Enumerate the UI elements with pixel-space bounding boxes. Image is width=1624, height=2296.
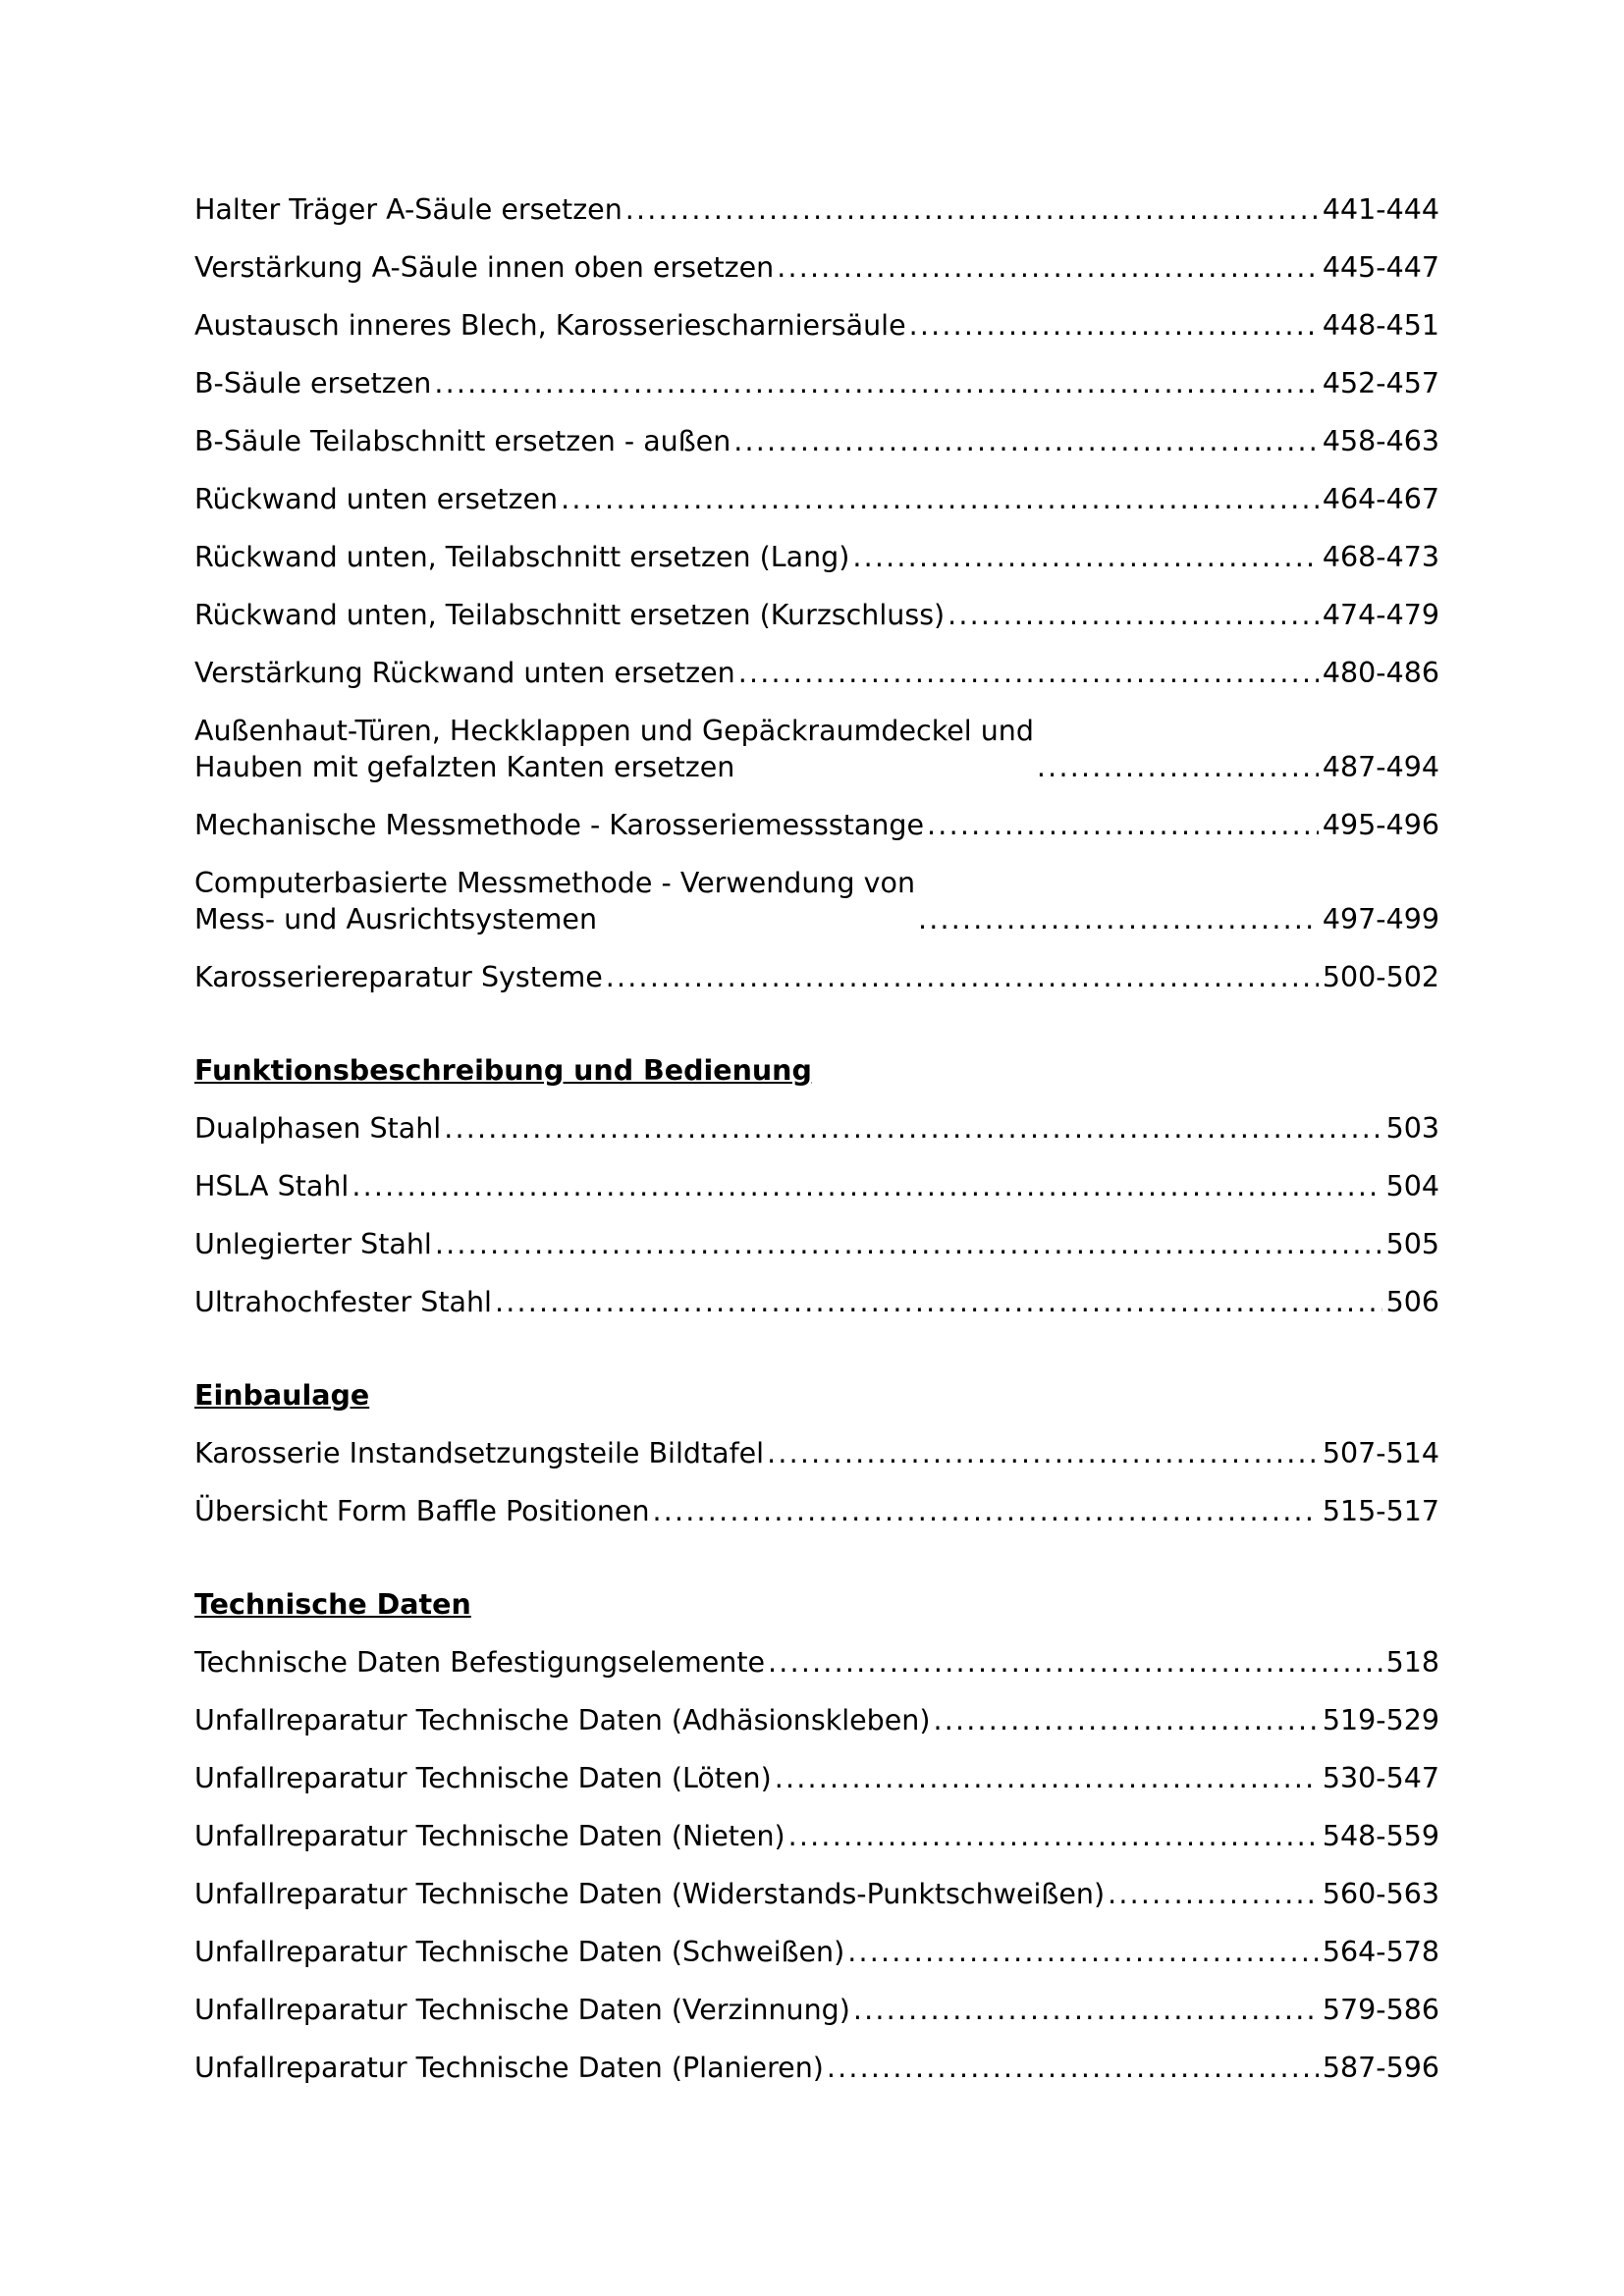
toc-entry[interactable] bbox=[194, 865, 1439, 937]
toc-entry-pages: 560-563 bbox=[1322, 1878, 1439, 1910]
toc-entry-pages: 500-502 bbox=[1322, 961, 1439, 993]
toc-entry[interactable] bbox=[194, 365, 1439, 401]
toc-entry-pages: 480-486 bbox=[1322, 657, 1439, 689]
toc-entry-pages: 530-547 bbox=[1322, 1762, 1439, 1794]
toc-entry-title: Unfallreparatur Technische Daten (Adhäsionskleben) bbox=[194, 1704, 931, 1736]
toc-entry-pages: 506 bbox=[1385, 1286, 1439, 1318]
toc-entry-title: Unfallreparatur Technische Daten (Schweißen) bbox=[194, 1936, 845, 1968]
toc-entry[interactable] bbox=[194, 423, 1439, 459]
toc-entry[interactable] bbox=[194, 807, 1439, 843]
dot-leader bbox=[788, 1818, 1319, 1854]
toc-section bbox=[194, 1052, 1439, 1320]
dot-leader bbox=[495, 1284, 1382, 1320]
table-of-contents bbox=[194, 191, 1439, 2108]
toc-entry[interactable] bbox=[194, 1702, 1439, 1738]
toc-entry[interactable] bbox=[194, 713, 1439, 785]
toc-entry[interactable] bbox=[194, 959, 1439, 995]
toc-entry-pages: 564-578 bbox=[1322, 1936, 1439, 1968]
toc-section bbox=[194, 191, 1439, 995]
dot-leader bbox=[738, 655, 1319, 691]
dot-leader bbox=[918, 901, 1319, 937]
toc-entry[interactable] bbox=[194, 191, 1439, 228]
dot-leader bbox=[768, 1644, 1382, 1681]
dot-leader bbox=[777, 249, 1319, 286]
toc-entry-title: Unfallreparatur Technische Daten (Nieten) bbox=[194, 1820, 785, 1852]
dot-leader bbox=[847, 1934, 1319, 1970]
toc-entry-title: B-Säule Teilabschnitt ersetzen - außen bbox=[194, 425, 731, 457]
toc-entry-pages: 464-467 bbox=[1322, 483, 1439, 515]
dot-leader bbox=[625, 191, 1319, 228]
toc-entry-title: Karosseriereparatur Systeme bbox=[194, 961, 603, 993]
toc-entry-title: Unlegierter Stahl bbox=[194, 1228, 432, 1260]
toc-entry-pages: 504 bbox=[1385, 1170, 1439, 1202]
toc-entry-pages: 505 bbox=[1385, 1228, 1439, 1260]
toc-entry-pages: 441-444 bbox=[1322, 193, 1439, 226]
toc-entry-title: Austausch inneres Blech, Karosseriescharniersäule bbox=[194, 309, 906, 342]
toc-entry[interactable] bbox=[194, 1992, 1439, 2028]
toc-entry-title: Verstärkung Rückwand unten ersetzen bbox=[194, 657, 735, 689]
toc-entry[interactable] bbox=[194, 1435, 1439, 1471]
toc-entry[interactable] bbox=[194, 1493, 1439, 1529]
toc-entry-pages: 497-499 bbox=[1322, 903, 1439, 935]
toc-entry[interactable] bbox=[194, 1818, 1439, 1854]
toc-entry-title: Unfallreparatur Technische Daten (Planieren) bbox=[194, 2052, 824, 2084]
toc-entry-title: Rückwand unten, Teilabschnitt ersetzen (Lang) bbox=[194, 541, 850, 573]
toc-entry-title: Technische Daten Befestigungselemente bbox=[194, 1646, 766, 1679]
dot-leader bbox=[561, 481, 1319, 517]
toc-entry-title: Unfallreparatur Technische Daten (Verzinnung) bbox=[194, 1994, 850, 2026]
toc-entry-title: Computerbasierte Messmethode - Verwendung von Mess- und Ausrichtsystemen bbox=[194, 867, 916, 935]
toc-entry-title: Unfallreparatur Technische Daten (Löten) bbox=[194, 1762, 772, 1794]
dot-leader bbox=[827, 2050, 1319, 2086]
dot-leader bbox=[653, 1493, 1319, 1529]
dot-leader bbox=[606, 959, 1319, 995]
toc-entry-title: Unfallreparatur Technische Daten (Widerstands-Punktschweißen) bbox=[194, 1878, 1106, 1910]
toc-entry[interactable] bbox=[194, 1168, 1439, 1204]
dot-leader bbox=[352, 1168, 1381, 1204]
dot-leader bbox=[852, 539, 1319, 575]
dot-leader bbox=[933, 1702, 1318, 1738]
section-heading: Technische Daten bbox=[194, 1588, 471, 1621]
toc-entry-pages: 548-559 bbox=[1322, 1820, 1439, 1852]
toc-entry-title: Außenhaut-Türen, Heckklappen und Gepäckraumdeckel und Hauben mit gefalzten Kanten ersetzen bbox=[194, 715, 1034, 783]
dot-leader bbox=[767, 1435, 1319, 1471]
toc-entry[interactable] bbox=[194, 1110, 1439, 1147]
toc-entry-title: Dualphasen Stahl bbox=[194, 1112, 442, 1145]
toc-entry-title: Verstärkung A-Säule innen oben ersetzen bbox=[194, 251, 775, 284]
dot-leader bbox=[947, 597, 1319, 633]
toc-entry-pages: 448-451 bbox=[1322, 309, 1439, 342]
toc-entry-pages: 468-473 bbox=[1322, 541, 1439, 573]
dot-leader bbox=[909, 307, 1319, 344]
toc-entry[interactable] bbox=[194, 2050, 1439, 2086]
toc-entry-title: B-Säule ersetzen bbox=[194, 367, 432, 400]
toc-entry-title: HSLA Stahl bbox=[194, 1170, 350, 1202]
toc-entry[interactable] bbox=[194, 1226, 1439, 1262]
toc-section bbox=[194, 1586, 1439, 2086]
toc-section bbox=[194, 1377, 1439, 1529]
toc-entry-title: Rückwand unten ersetzen bbox=[194, 483, 559, 515]
toc-entry[interactable] bbox=[194, 597, 1439, 633]
dot-leader bbox=[733, 423, 1319, 459]
toc-entry-title: Halter Träger A-Säule ersetzen bbox=[194, 193, 623, 226]
dot-leader bbox=[853, 1992, 1319, 2028]
toc-entry[interactable] bbox=[194, 1876, 1439, 1912]
toc-entry-pages: 487-494 bbox=[1322, 751, 1439, 783]
toc-entry[interactable] bbox=[194, 249, 1439, 286]
dot-leader bbox=[434, 365, 1319, 401]
toc-entry[interactable] bbox=[194, 1934, 1439, 1970]
toc-entry-pages: 515-517 bbox=[1322, 1495, 1439, 1527]
toc-entry-pages: 474-479 bbox=[1322, 599, 1439, 631]
toc-entry[interactable] bbox=[194, 655, 1439, 691]
toc-entry-pages: 503 bbox=[1385, 1112, 1439, 1145]
toc-entry-title: Übersicht Form Baffle Positionen bbox=[194, 1495, 650, 1527]
toc-entry-pages: 587-596 bbox=[1322, 2052, 1439, 2084]
toc-entry-pages: 518 bbox=[1385, 1646, 1439, 1679]
toc-entry[interactable] bbox=[194, 1644, 1439, 1681]
toc-entry-pages: 445-447 bbox=[1322, 251, 1439, 284]
toc-entry-pages: 458-463 bbox=[1322, 425, 1439, 457]
toc-entry-title: Karosserie Instandsetzungsteile Bildtafel bbox=[194, 1437, 765, 1469]
dot-leader bbox=[1037, 749, 1319, 785]
section-heading: Funktionsbeschreibung und Bedienung bbox=[194, 1054, 812, 1087]
toc-entry[interactable] bbox=[194, 1760, 1439, 1796]
toc-entry-title: Mechanische Messmethode - Karosseriemessstange bbox=[194, 809, 925, 841]
toc-entry[interactable] bbox=[194, 539, 1439, 575]
toc-entry-pages: 452-457 bbox=[1322, 367, 1439, 400]
dot-leader bbox=[1108, 1876, 1319, 1912]
section-heading: Einbaulage bbox=[194, 1379, 370, 1412]
dot-leader bbox=[775, 1760, 1319, 1796]
toc-entry-title: Rückwand unten, Teilabschnitt ersetzen (Kurzschluss) bbox=[194, 599, 946, 631]
toc-entry[interactable] bbox=[194, 1284, 1439, 1320]
toc-entry-pages: 519-529 bbox=[1322, 1704, 1439, 1736]
toc-entry-pages: 495-496 bbox=[1322, 809, 1439, 841]
toc-entry-title: Ultrahochfester Stahl bbox=[194, 1286, 492, 1318]
dot-leader bbox=[435, 1226, 1382, 1262]
toc-entry-pages: 579-586 bbox=[1322, 1994, 1439, 2026]
toc-entry[interactable] bbox=[194, 481, 1439, 517]
dot-leader bbox=[927, 807, 1319, 843]
toc-entry[interactable] bbox=[194, 307, 1439, 344]
toc-entry-pages: 507-514 bbox=[1322, 1437, 1439, 1469]
dot-leader bbox=[444, 1110, 1381, 1147]
